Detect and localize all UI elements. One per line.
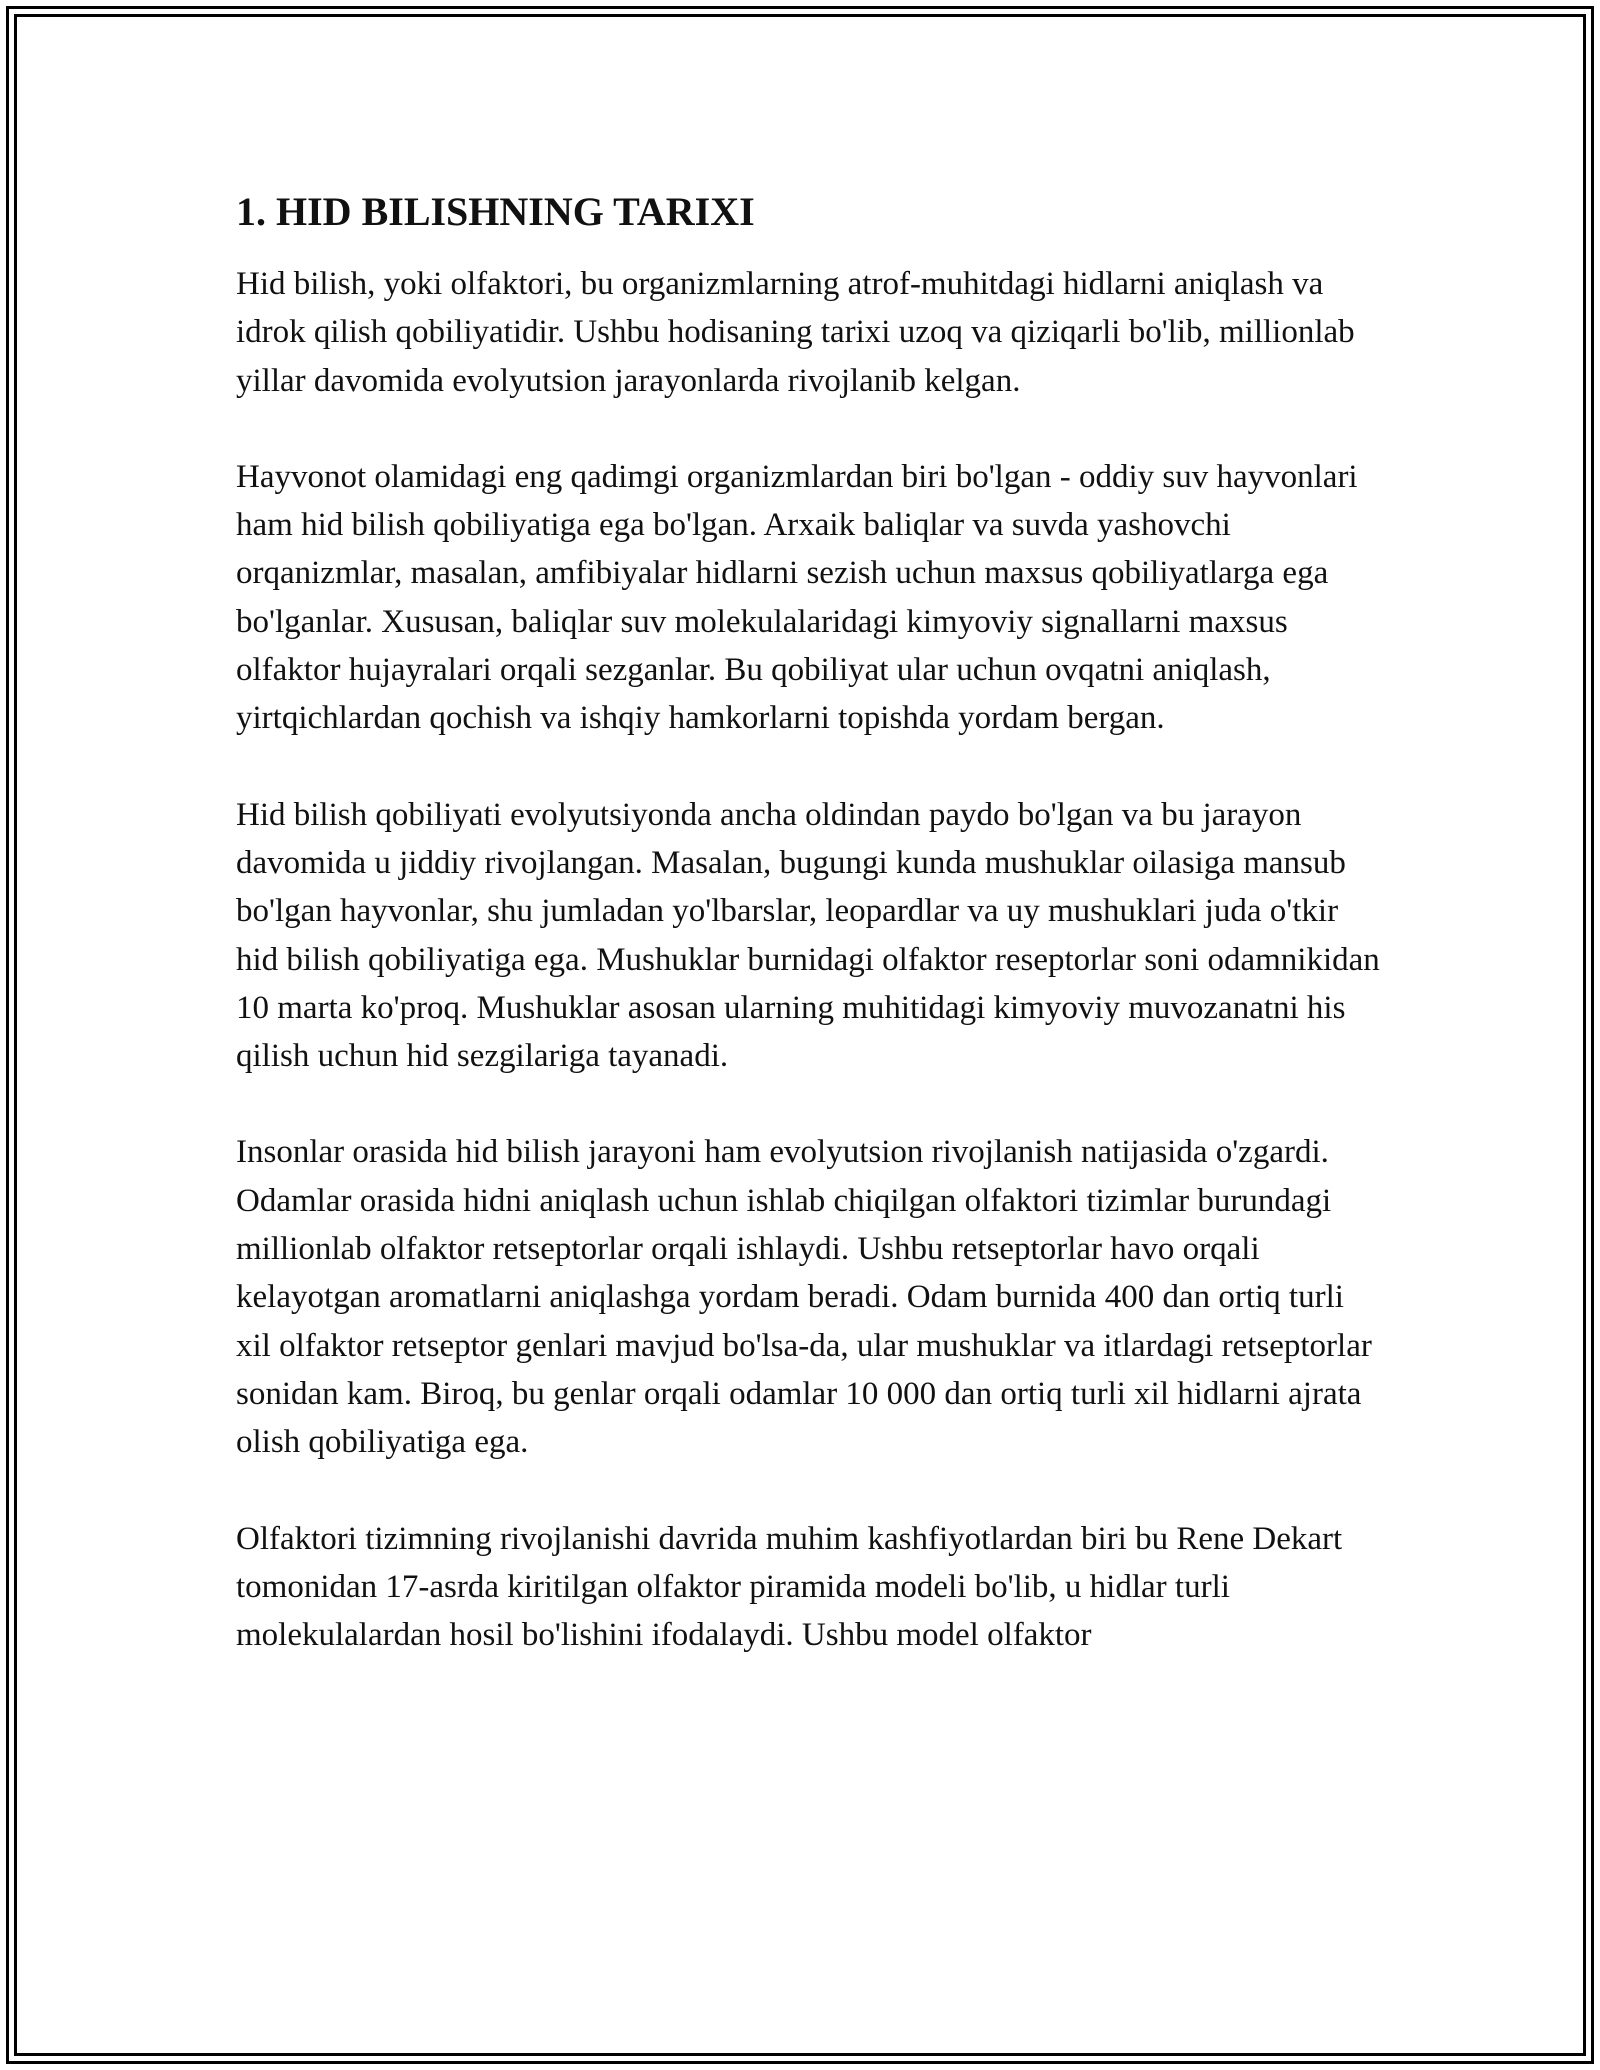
paragraph-4: Insonlar orasida hid bilish jarayoni ham evolyutsion rivojlanish natijasida o'zgardi. Odamlar orasida hidni aniqlash uchun ishlab chiqilgan olfaktori tizimlar burundagi millionlab olfaktor retseptorlar orqali ishlaydi. Ushbu retseptorlar havo orqali kelayotgan aromatlarni aniqlashga yordam beradi. Odam burnida 400 dan ortiq turli xil olfaktor retseptor genlari mavjud bo'lsa-da, ular mushuklar va itlardagi retseptorlar sonidan kam. Biroq, bu genlar orqali odamlar 10 000 dan ortiq turli xil hidlarni ajrata olish qobiliyatiga ega.	[236, 1134, 1372, 1461]
section-heading: 1. HID BILISHNING TARIXI	[236, 189, 755, 234]
paragraph-2: Hayvonot olamidagi eng qadimgi organizmlardan biri bo'lgan - oddiy suv hayvonlari ham hid bilish qobiliyatiga ega bo'lgan. Arxaik baliqlar va suvda yashovchi orqanizmlar, masalan, amfibiyalar hidlarni sezish uchun maxsus qobiliyatlarga ega bo'lganlar. Xususan, baliqlar suv molekulalaridagi kimyoviy signallarni maxsus olfaktor hujayralari orqali sezganlar. Bu qobiliyat ular uchun ovqatni aniqlash, yirtqichlardan qochish va ishqiy hamkorlarni topishda yordam bergan.	[236, 458, 1358, 737]
paragraph-5: Olfaktori tizimning rivojlanishi davrida muhim kashfiyotlardan biri bu Rene Dekart tomonidan 17-asrda kiritilgan olfaktor piramida modeli bo'lib, u hidlar turli molekulalardan hosil bo'lishini ifodalaydi. Ushbu model olfaktor	[236, 1520, 1343, 1654]
document-body	[236, 186, 1386, 1707]
paragraph-1: Hid bilish, yoki olfaktori, bu organizmlarning atrof-muhitdagi hidlarni aniqlash va idrok qilish qobiliyatidir. Ushbu hodisaning tarixi uzoq va qiziqarli bo'lib, millionlab yillar davomida evolyutsion jarayonlarda rivojlanib kelgan.	[236, 266, 1355, 399]
paragraph-3: Hid bilish qobiliyati evolyutsiyonda ancha oldindan paydo bo'lgan va bu jarayon davomida u jiddiy rivojlangan. Masalan, bugungi kunda mushuklar oilasiga mansub bo'lgan hayvonlar, shu jumladan yo'lbarslar, leopardlar va uy mushuklari juda o'tkir hid bilish qobiliyatiga ega. Mushuklar burnidagi olfaktor reseptorlar soni odamnikidan 10 marta ko'proq. Mushuklar asosan ularning muhitidagi kimyoviy muvozanatni his qilish uchun hid sezgilariga tayanadi.	[236, 796, 1380, 1075]
